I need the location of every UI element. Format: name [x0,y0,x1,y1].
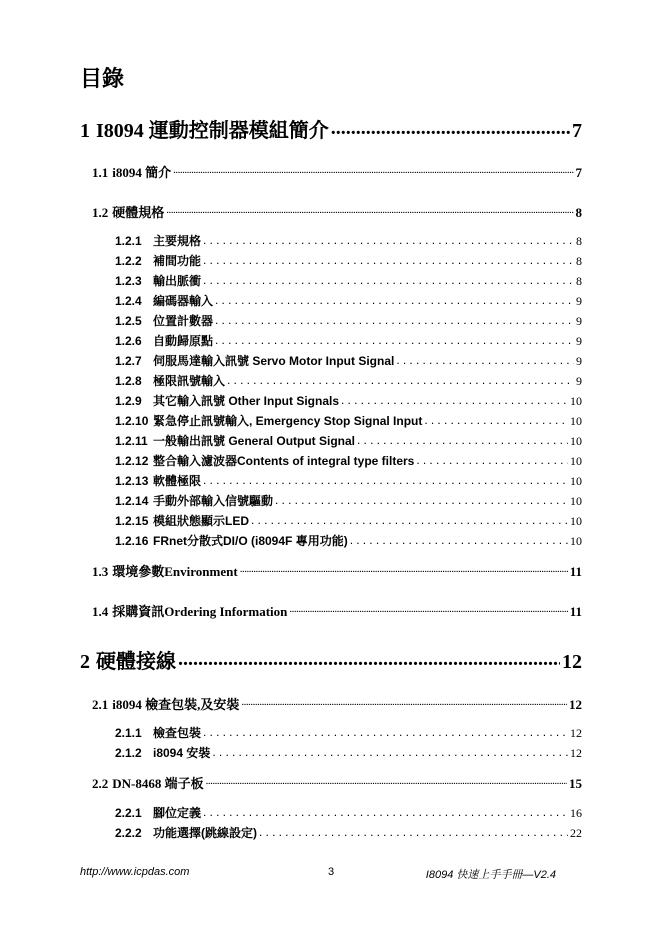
toc-dot-leader [275,493,568,505]
toc-entry-number: 2.2.1 [115,806,142,820]
toc-entry-number: 1.3 [92,564,109,579]
toc-entry-page: 8 [576,254,582,268]
toc-entry[interactable] [80,645,582,674]
toc-dot-leader [350,533,568,545]
toc-entry[interactable] [115,412,582,429]
toc-dot-leader [341,393,568,405]
toc-entry-title: 極限訊號輸入 [153,374,226,388]
toc-entry[interactable] [115,392,582,409]
toc-dot-leader [357,433,568,445]
toc-dot-leader [259,825,568,837]
toc-entry[interactable] [115,352,582,369]
toc-entry-page: 10 [570,494,582,508]
toc-entry-page: 8 [576,274,582,288]
toc-entry-title: 環境參數Environment [112,564,238,579]
toc-entry-number: 2.2.2 [115,826,142,840]
toc-entry-number: 1.2.12 [115,454,149,468]
toc-dot-leader [331,117,570,137]
toc-entry-page: 7 [575,165,582,180]
toc-entry[interactable] [115,492,582,509]
toc-entry-title: 功能選擇(跳線設定) [153,826,257,840]
toc-entry-page: 7 [572,120,582,142]
toc-dot-leader [240,563,568,576]
toc-dot-leader [166,204,573,217]
toc-entry[interactable] [115,804,582,821]
toc-entry[interactable] [115,824,582,841]
toc-entry-number: 1.2.11 [115,434,148,448]
toc-entry-page: 10 [570,454,582,468]
toc-entry[interactable] [115,292,582,309]
toc-entry-title: I8094 運動控制器模組簡介 [96,120,329,142]
toc-entry-number: 1.2.3 [115,274,142,288]
toc-entry-title: 整合輸入濾波器Contents of integral type filters [153,454,415,468]
toc-entry-number: 2.1 [92,697,109,712]
toc-entry-title: 軟體極限 [153,474,202,488]
toc-entry-number: 1.2.8 [115,374,142,388]
toc-entry[interactable] [92,202,582,221]
toc-entry-title: 採購資訊Ordering Information [112,604,288,619]
toc-entry-page: 10 [570,434,582,448]
toc-entry-page: 11 [569,564,582,579]
toc-entry-page: 8 [576,234,582,248]
toc-entry-number: 1.2.15 [115,514,149,528]
toc-entry[interactable] [92,694,582,713]
toc-entry[interactable] [115,372,582,389]
toc-dot-leader [203,805,568,817]
toc-entry-page: 12 [570,746,582,760]
toc-entry-number: 1 [80,120,90,142]
toc-dot-leader [215,313,574,325]
toc-entry-page: 9 [576,374,582,388]
toc-entry-title: 腳位定義 [153,806,202,820]
toc-entry-page: 15 [569,776,582,791]
toc-entry-number: 1.2.1 [115,234,142,248]
toc-entry-number: 1.2.6 [115,334,142,348]
toc-entry-number: 1.4 [92,604,109,619]
toc-entry-number: 1.2.9 [115,394,142,408]
toc-entry[interactable] [92,773,582,792]
toc-entry-title: 補間功能 [153,254,202,268]
toc-dot-leader [206,775,567,788]
toc-entry-title: 一般輸出訊號 General Output Signal [153,434,356,448]
toc-dot-leader [396,353,574,365]
toc-entry[interactable] [115,232,582,249]
toc-title: 目錄 [80,66,125,91]
toc-entry[interactable] [115,432,582,449]
toc-entry-page: 10 [570,414,582,428]
toc-entry-title: 手動外部輸入信號驅動 [153,494,274,508]
toc-dot-leader [203,473,568,485]
toc-entry-title: 檢查包裝 [153,726,202,740]
toc-entry-title: 輸出脈衝 [153,274,202,288]
toc-entry-title: 緊急停止訊號輸入, Emergency Stop Signal Input [153,414,423,428]
toc-dot-leader [173,164,573,177]
toc-entry[interactable] [115,724,582,741]
toc-entry-title: FRnet分散式DI/O (i8094F 專用功能) [153,534,348,548]
toc-dot-leader [227,373,574,385]
toc-entry-number: 2 [80,651,90,673]
toc-dot-leader [241,696,567,709]
toc-entry-page: 12 [570,726,582,740]
toc-entry[interactable] [92,162,582,181]
toc-entry[interactable] [115,744,582,761]
toc-entry-page: 9 [576,314,582,328]
toc-entry-number: 1.2.14 [115,494,149,508]
toc-entry-title: 自動歸原點 [153,334,214,348]
toc-entry-title: 編碼器輸入 [153,294,214,308]
toc-entry[interactable] [92,561,582,580]
toc-entry[interactable] [115,332,582,349]
toc-entry-page: 12 [562,651,582,673]
toc-entry[interactable] [92,601,582,620]
toc-dot-leader [424,413,568,425]
toc-entry[interactable] [115,312,582,329]
footer-url[interactable]: http://www.icpdas.com [80,866,190,878]
toc-entry[interactable] [80,114,582,143]
toc-entry-title: 硬體規格 [112,205,165,220]
toc-entry-number: 1.2.2 [115,254,142,268]
toc-entry-number: 1.2.7 [115,354,142,368]
toc-dot-leader [203,725,568,737]
toc-entry-title: i8094 檢查包裝,及安裝 [112,697,240,712]
toc-entry-page: 10 [570,474,582,488]
toc-entry-page: 22 [570,826,582,840]
toc-dot-leader [215,293,574,305]
toc-entry-title: 位置計數器 [153,314,214,328]
toc-dot-leader [212,745,568,757]
toc-entry[interactable] [115,252,582,269]
toc-entry-page: 8 [575,205,582,220]
toc-entry[interactable] [115,272,582,289]
toc-dot-leader [416,453,568,465]
toc-entry-number: 1.2.16 [115,534,149,548]
toc-entry-title: 伺服馬達輸入訊號 Servo Motor Input Signal [153,354,395,368]
toc-entry-page: 16 [570,806,582,820]
footer-manual-title: I8094 快速上手手冊—V2.4 [425,869,556,881]
toc-entry-number: 1.1 [92,165,109,180]
toc-entry-number: 1.2.13 [115,474,149,488]
toc-dot-leader [178,648,560,668]
toc-entry-number: 1.2.10 [115,414,149,428]
toc-entry-page: 9 [576,294,582,308]
toc-dot-leader [203,233,574,245]
toc-entry-number: 2.1.2 [115,746,142,760]
toc-entry-title: i8094 簡介 [112,165,172,180]
footer-page-number: 3 [328,866,335,878]
toc-entry[interactable] [115,512,582,529]
toc-entry-number: 1.2.5 [115,314,142,328]
toc-entry-title: DN-8468 端子板 [112,776,204,791]
toc-dot-leader [203,273,574,285]
toc-entry[interactable] [115,532,582,549]
toc-entry[interactable] [115,472,582,489]
toc-entry-number: 2.1.1 [115,726,142,740]
toc-dot-leader [215,333,574,345]
toc-entry-number: 2.2 [92,776,109,791]
toc-dot-leader [251,513,568,525]
toc-entry-page: 9 [576,354,582,368]
toc-entry-title: i8094 安裝 [153,746,211,760]
toc-entry-number: 1.2.4 [115,294,142,308]
toc-dot-leader [289,603,567,616]
toc-entry-page: 9 [576,334,582,348]
toc-dot-leader [203,253,574,265]
toc-entry-page: 11 [569,604,582,619]
toc-entry-page: 12 [569,697,582,712]
toc-entry-title: 其它輸入訊號 Other Input Signals [153,394,340,408]
toc-entry-title: 硬體接線 [96,651,176,673]
toc-entry-page: 10 [570,394,582,408]
toc-entry-title: 模組狀態顯示LED [153,514,250,528]
toc-entry-title: 主要規格 [153,234,202,248]
toc-entry[interactable] [115,452,582,469]
toc-entry-number: 1.2 [92,205,109,220]
toc-entry-page: 10 [570,514,582,528]
toc-entry-page: 10 [570,534,582,548]
